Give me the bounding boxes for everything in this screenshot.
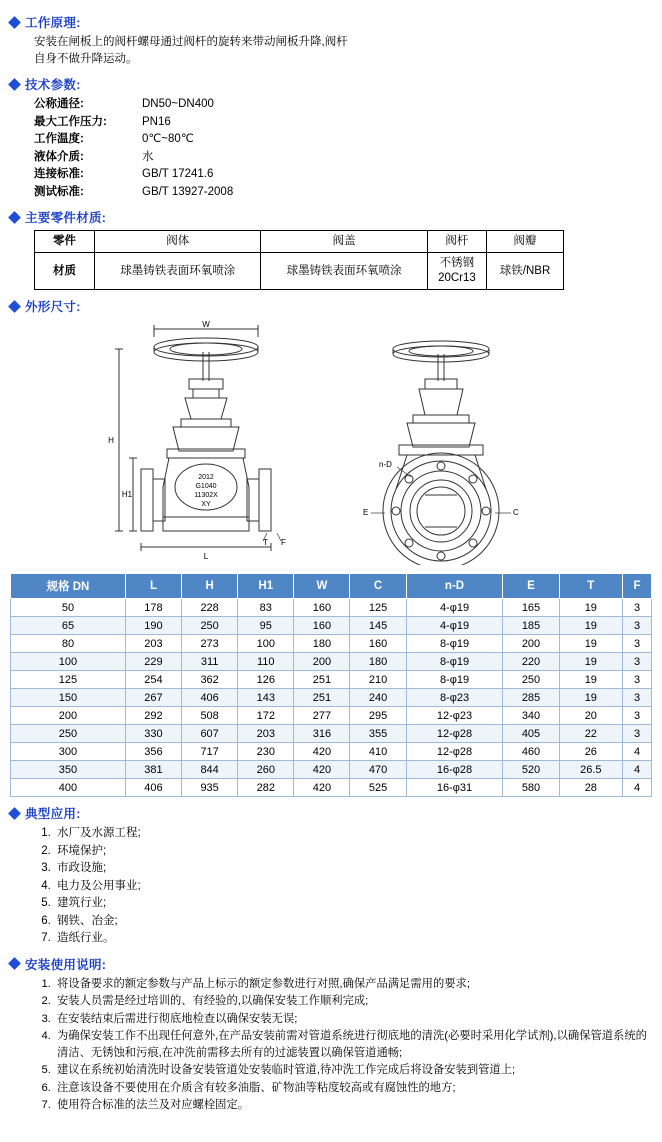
valve-drawing [10, 319, 652, 567]
cell-value: 210 [350, 671, 406, 689]
svg-text:T: T [263, 538, 268, 547]
cell-value: 4 [623, 779, 652, 797]
list-item: 2. 安装人员需是经过培训的、有经验的,以确保安装工作顺利完成; [54, 993, 652, 1010]
diamond-bullet-icon [8, 807, 21, 820]
col-header-h1: H1 [238, 574, 294, 599]
cell-value: 100 [238, 635, 294, 653]
spec-label: 最大工作压力: [34, 115, 107, 128]
cell-value: 16-φ28 [406, 761, 503, 779]
col-header-h: H [182, 574, 238, 599]
list-item: 7. 使用符合标准的法兰及对应螺栓固定。 [54, 1097, 652, 1114]
cell-value: 19 [559, 653, 623, 671]
cell-value: 420 [294, 761, 350, 779]
cell-value: 3 [623, 635, 652, 653]
cell-value: 20 [559, 707, 623, 725]
material-header-part: 零件 [35, 231, 95, 253]
cell-value: 190 [125, 617, 181, 635]
cell-value: 229 [125, 653, 181, 671]
cell-value: 254 [125, 671, 181, 689]
diamond-bullet-icon [8, 957, 21, 970]
section-title-tech: 技术参数: [25, 78, 81, 92]
col-header-t: T [559, 574, 623, 599]
svg-text:H: H [108, 436, 114, 445]
col-header-e: E [503, 574, 559, 599]
spec-value: GB/T 13927-2008 [142, 185, 234, 198]
cell-value: 250 [182, 617, 238, 635]
section-header-applications [10, 804, 652, 822]
cell-value: 355 [350, 725, 406, 743]
diamond-bullet-icon [8, 211, 21, 224]
spec-value: DN50~DN400 [142, 98, 214, 110]
cell-value: 8-φ19 [406, 635, 503, 653]
section-header-tech [10, 75, 652, 93]
material-value-stem [427, 253, 486, 290]
spec-value: 水 [142, 150, 154, 163]
cell-value: 126 [238, 671, 294, 689]
material-value-disc: 球铁/NBR [487, 253, 564, 290]
spec-row [34, 131, 652, 149]
list-item: 4. 电力及公用事业; [54, 878, 652, 896]
material-table [34, 230, 564, 290]
install-instructions-list [34, 976, 652, 1114]
dimension-table-body [11, 599, 652, 797]
spec-label: 公称通径: [34, 98, 84, 110]
diamond-bullet-icon [8, 16, 21, 29]
cell-value: 83 [238, 599, 294, 617]
cell-value: 525 [350, 779, 406, 797]
cell-value: 406 [125, 779, 181, 797]
cell-value: 3 [623, 617, 652, 635]
principle-text-line2: 自身不做升降运动。 [34, 53, 138, 65]
cell-value: 273 [182, 635, 238, 653]
cell-value: 508 [182, 707, 238, 725]
svg-text:F: F [281, 538, 286, 547]
cell-value: 178 [125, 599, 181, 617]
spec-row [34, 114, 652, 132]
cell-value: 160 [294, 599, 350, 617]
cell-value: 185 [503, 617, 559, 635]
cell-dn: 65 [11, 617, 126, 635]
cell-value: 340 [503, 707, 559, 725]
cell-value: 228 [182, 599, 238, 617]
cell-value: 200 [294, 653, 350, 671]
cell-value: 3 [623, 671, 652, 689]
spec-label: 工作温度: [34, 133, 84, 145]
cell-value: 356 [125, 743, 181, 761]
cell-value: 311 [182, 653, 238, 671]
material-value-stem-line1: 不锈钢 [439, 257, 475, 269]
section-title-install: 安装使用说明: [25, 957, 107, 972]
table-row [11, 599, 652, 617]
cell-value: 4-φ19 [406, 617, 503, 635]
principle-text-line1: 安装在闸板上的阀杆螺母通过阀杆的旋转来带动闸板升降,阀杆 [34, 36, 348, 48]
cell-value: 95 [238, 617, 294, 635]
cell-dn: 250 [11, 725, 126, 743]
table-row [11, 743, 652, 761]
cell-value: 110 [238, 653, 294, 671]
cell-value: 8-φ19 [406, 653, 503, 671]
list-item: 5. 建议在系统初始清洗时设备安装管道处安装临时管道,待冲洗工作完成后将设备安装到管道上; [54, 1062, 652, 1079]
cell-value: 19 [559, 635, 623, 653]
material-header-stem: 阀杆 [427, 231, 486, 253]
cell-value: 19 [559, 617, 623, 635]
cell-value: 717 [182, 743, 238, 761]
spec-row [34, 149, 652, 167]
cell-value: 160 [294, 617, 350, 635]
cell-value: 200 [503, 635, 559, 653]
col-header-w: W [294, 574, 350, 599]
table-row [11, 725, 652, 743]
cell-value: 4-φ19 [406, 599, 503, 617]
diamond-bullet-icon [8, 300, 21, 313]
list-item: 7. 造纸行业。 [54, 930, 652, 948]
section-title-principle: 工作原理: [25, 16, 81, 30]
list-item: 3. 市政设施; [54, 860, 652, 878]
cell-value: 3 [623, 707, 652, 725]
diamond-bullet-icon [8, 78, 21, 91]
col-header-c: C [350, 574, 406, 599]
list-item: 2. 环境保护; [54, 843, 652, 861]
svg-text:H1: H1 [121, 490, 133, 499]
cell-dn: 50 [11, 599, 126, 617]
spec-row [34, 184, 652, 202]
cell-value: 844 [182, 761, 238, 779]
cell-value: 260 [238, 761, 294, 779]
cell-value: 3 [623, 689, 652, 707]
table-row [11, 779, 652, 797]
cell-value: 406 [182, 689, 238, 707]
svg-text:E: E [363, 508, 369, 517]
cell-dn: 200 [11, 707, 126, 725]
cell-value: 460 [503, 743, 559, 761]
table-row [11, 707, 652, 725]
cell-value: 26.5 [559, 761, 623, 779]
list-item: 6. 钢铁、冶金; [54, 913, 652, 931]
cell-value: 285 [503, 689, 559, 707]
svg-text:11302X: 11302X [194, 492, 218, 499]
cell-value: 230 [238, 743, 294, 761]
col-header-l: L [125, 574, 181, 599]
material-value-body: 球墨铸铁表面环氧喷涂 [95, 253, 261, 290]
cell-dn: 100 [11, 653, 126, 671]
cell-value: 8-φ19 [406, 671, 503, 689]
cell-value: 12-φ28 [406, 725, 503, 743]
cell-value: 405 [503, 725, 559, 743]
cell-value: 420 [294, 743, 350, 761]
cell-value: 3 [623, 725, 652, 743]
cell-value: 22 [559, 725, 623, 743]
cell-value: 250 [503, 671, 559, 689]
material-value-stem-line2: 20Cr13 [438, 272, 476, 284]
cell-value: 125 [350, 599, 406, 617]
spec-value: 0℃~80℃ [142, 133, 194, 145]
dimension-table [10, 573, 652, 797]
cell-value: 607 [182, 725, 238, 743]
cell-value: 277 [294, 707, 350, 725]
list-item: 5. 建筑行业; [54, 895, 652, 913]
table-row [11, 617, 652, 635]
cell-value: 520 [503, 761, 559, 779]
dimension-table-head [11, 574, 652, 599]
cell-value: 3 [623, 653, 652, 671]
svg-text:C: C [513, 508, 519, 517]
list-item: 6. 注意该设备不要使用在介质含有较多油脂、矿物油等粘度较高或有腐蚀性的地方; [54, 1080, 652, 1097]
cell-value: 160 [350, 635, 406, 653]
cell-value: 267 [125, 689, 181, 707]
cell-value: 470 [350, 761, 406, 779]
table-row [11, 653, 652, 671]
cell-value: 12-φ23 [406, 707, 503, 725]
spec-row [34, 96, 652, 114]
cell-value: 316 [294, 725, 350, 743]
cell-value: 12-φ28 [406, 743, 503, 761]
table-row [11, 635, 652, 653]
cell-value: 3 [623, 599, 652, 617]
cell-value: 251 [294, 671, 350, 689]
cell-value: 362 [182, 671, 238, 689]
cell-value: 282 [238, 779, 294, 797]
cell-value: 165 [503, 599, 559, 617]
tech-spec-list [34, 96, 652, 201]
cell-value: 251 [294, 689, 350, 707]
valve-technical-drawing-svg [81, 319, 581, 565]
cell-value: 203 [238, 725, 294, 743]
section-title-material: 主要零件材质: [25, 211, 107, 225]
cell-value: 330 [125, 725, 181, 743]
spec-value: PN16 [142, 115, 171, 128]
spec-label: 连接标准: [34, 168, 84, 180]
svg-text:G1040: G1040 [195, 483, 217, 490]
cell-value: 172 [238, 707, 294, 725]
cell-value: 26 [559, 743, 623, 761]
svg-text:W: W [202, 320, 210, 329]
cell-value: 4 [623, 743, 652, 761]
section-header-install [10, 955, 652, 973]
cell-value: 240 [350, 689, 406, 707]
cell-dn: 300 [11, 743, 126, 761]
svg-text:n-D: n-D [379, 460, 392, 469]
cell-value: 580 [503, 779, 559, 797]
cell-value: 19 [559, 599, 623, 617]
table-row [35, 253, 564, 290]
cell-dn: 125 [11, 671, 126, 689]
svg-text:L: L [203, 552, 209, 561]
cell-dn: 150 [11, 689, 126, 707]
cell-value: 381 [125, 761, 181, 779]
list-item: 3. 在安装结束后需进行彻底地检查以确保安装无误; [54, 1011, 652, 1028]
table-row [11, 761, 652, 779]
cell-value: 935 [182, 779, 238, 797]
cell-dn: 400 [11, 779, 126, 797]
cell-value: 16-φ31 [406, 779, 503, 797]
cell-value: 143 [238, 689, 294, 707]
cell-value: 19 [559, 689, 623, 707]
cell-dn: 80 [11, 635, 126, 653]
col-header-f: F [623, 574, 652, 599]
material-row-label: 材质 [35, 253, 95, 290]
col-header-dn: 规格 DN [11, 574, 126, 599]
list-item: 4. 为确保安装工作不出现任何意外,在产品安装前需对管道系统进行彻底地的清洗(必要时采用化学试剂),以确保管道系统的清洁、无锈蚀和污痕,在冲洗前需移去所有的过滤装置以确保管道通畅; [54, 1028, 652, 1061]
table-header-row [11, 574, 652, 599]
cell-value: 145 [350, 617, 406, 635]
material-value-bonnet: 球墨铸铁表面环氧喷涂 [261, 253, 427, 290]
spec-label: 液体介质: [34, 150, 84, 163]
cell-value: 180 [294, 635, 350, 653]
cell-value: 410 [350, 743, 406, 761]
section-title-applications: 典型应用: [25, 807, 81, 821]
section-title-dimensions: 外形尺寸: [25, 300, 81, 314]
col-header-nd: n-D [406, 574, 503, 599]
table-row [35, 231, 564, 253]
cell-value: 19 [559, 671, 623, 689]
cell-value: 4 [623, 761, 652, 779]
list-item: 1. 水厂及水源工程; [54, 825, 652, 843]
material-header-disc: 阀瓣 [487, 231, 564, 253]
material-header-bonnet: 阀盖 [261, 231, 427, 253]
spec-label: 测试标准: [34, 185, 84, 198]
section-header-dimensions [10, 297, 652, 315]
table-row [11, 689, 652, 707]
cell-value: 295 [350, 707, 406, 725]
svg-text:2012: 2012 [198, 474, 214, 481]
cell-value: 8-φ23 [406, 689, 503, 707]
cell-value: 28 [559, 779, 623, 797]
table-row [11, 671, 652, 689]
cell-value: 180 [350, 653, 406, 671]
material-header-body: 阀体 [95, 231, 261, 253]
spec-row [34, 166, 652, 184]
cell-value: 420 [294, 779, 350, 797]
list-item: 1. 将设备要求的额定参数与产品上标示的额定参数进行对照,确保产品满足需用的要求; [54, 976, 652, 993]
section-header-principle [10, 13, 652, 31]
cell-value: 203 [125, 635, 181, 653]
section-header-material [10, 208, 652, 226]
cell-value: 292 [125, 707, 181, 725]
spec-value: GB/T 17241.6 [142, 168, 214, 180]
applications-list [34, 825, 652, 948]
cell-dn: 350 [11, 761, 126, 779]
cell-value: 220 [503, 653, 559, 671]
svg-text:XY: XY [201, 501, 211, 508]
